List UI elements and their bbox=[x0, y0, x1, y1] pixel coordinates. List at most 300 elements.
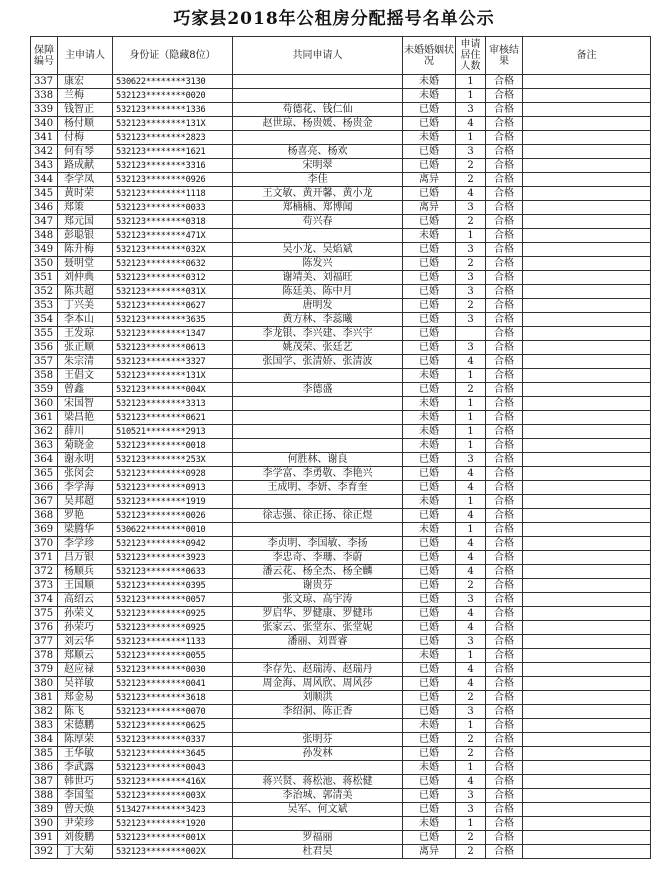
cell-no: 353 bbox=[31, 299, 58, 313]
cell-result: 合格 bbox=[486, 845, 523, 859]
cell-co-applicants: 蒋兴贤、蒋松池、蒋松健 bbox=[233, 775, 403, 789]
cell-count: 2 bbox=[456, 831, 486, 845]
cell-marital: 已婚 bbox=[403, 145, 456, 159]
cell-result: 合格 bbox=[486, 243, 523, 257]
cell-co-applicants: 李佳 bbox=[233, 173, 403, 187]
cell-result: 合格 bbox=[486, 439, 523, 453]
cell-no: 361 bbox=[31, 411, 58, 425]
cell-result: 合格 bbox=[486, 565, 523, 579]
cell-remark bbox=[523, 663, 651, 677]
cell-applicant: 吴祥敏 bbox=[58, 677, 113, 691]
cell-id-card: 532123********3618 bbox=[113, 691, 233, 705]
cell-no: 391 bbox=[31, 831, 58, 845]
cell-count: 3 bbox=[456, 803, 486, 817]
cell-applicant: 谢永明 bbox=[58, 453, 113, 467]
cell-co-applicants: 孙发林 bbox=[233, 747, 403, 761]
cell-no: 356 bbox=[31, 341, 58, 355]
cell-id-card: 532123********0942 bbox=[113, 537, 233, 551]
cell-marital: 已婚 bbox=[403, 635, 456, 649]
cell-remark bbox=[523, 789, 651, 803]
cell-co-applicants: 杨喜亮、杨欢 bbox=[233, 145, 403, 159]
cell-co-applicants: 徐志强、徐正扬、徐正煜 bbox=[233, 509, 403, 523]
cell-id-card: 532123********0913 bbox=[113, 481, 233, 495]
cell-id-card: 532123********0057 bbox=[113, 593, 233, 607]
table-row bbox=[31, 243, 651, 257]
table-row bbox=[31, 803, 651, 817]
cell-applicant: 何有琴 bbox=[58, 145, 113, 159]
cell-marital: 未婚 bbox=[403, 131, 456, 145]
cell-co-applicants bbox=[233, 495, 403, 509]
cell-co-applicants: 苟兴春 bbox=[233, 215, 403, 229]
table-row bbox=[31, 831, 651, 845]
cell-applicant: 黄时荣 bbox=[58, 187, 113, 201]
cell-id-card: 532123********0627 bbox=[113, 299, 233, 313]
cell-co-applicants: 李贞明、李国敏、李扬 bbox=[233, 537, 403, 551]
table-row bbox=[31, 579, 651, 593]
cell-result: 合格 bbox=[486, 817, 523, 831]
cell-count: 3 bbox=[456, 593, 486, 607]
cell-remark bbox=[523, 75, 651, 89]
cell-marital: 已婚 bbox=[403, 243, 456, 257]
header-no: 保障编号 bbox=[31, 37, 58, 75]
cell-marital: 已婚 bbox=[403, 327, 456, 341]
cell-applicant: 曾天焕 bbox=[58, 803, 113, 817]
cell-co-applicants bbox=[233, 89, 403, 103]
cell-marital: 已婚 bbox=[403, 607, 456, 621]
cell-result: 合格 bbox=[486, 341, 523, 355]
cell-co-applicants: 宋明翠 bbox=[233, 159, 403, 173]
cell-id-card: 532123********1621 bbox=[113, 145, 233, 159]
cell-no: 346 bbox=[31, 201, 58, 215]
cell-count: 4 bbox=[456, 607, 486, 621]
document-title: 巧家县2018年公租房分配摇号名单公示 bbox=[173, 9, 495, 29]
cell-applicant: 李学凤 bbox=[58, 173, 113, 187]
cell-id-card: 532123********1919 bbox=[113, 495, 233, 509]
cell-id-card: 532123********0018 bbox=[113, 439, 233, 453]
cell-id-card: 532123********1336 bbox=[113, 103, 233, 117]
cell-applicant: 李本山 bbox=[58, 313, 113, 327]
cell-applicant: 朱宗清 bbox=[58, 355, 113, 369]
cell-applicant: 刘俊鹏 bbox=[58, 831, 113, 845]
cell-marital: 已婚 bbox=[403, 117, 456, 131]
cell-applicant: 宋德鹏 bbox=[58, 719, 113, 733]
cell-co-applicants: 罗启华、罗健康、罗健玮 bbox=[233, 607, 403, 621]
cell-remark bbox=[523, 411, 651, 425]
cell-id-card: 532123********131X bbox=[113, 369, 233, 383]
cell-no: 390 bbox=[31, 817, 58, 831]
cell-count: 3 bbox=[456, 271, 486, 285]
cell-applicant: 丁大菊 bbox=[58, 845, 113, 859]
cell-no: 343 bbox=[31, 159, 58, 173]
cell-marital: 未婚 bbox=[403, 397, 456, 411]
cell-marital: 已婚 bbox=[403, 789, 456, 803]
cell-applicant: 曾鑫 bbox=[58, 383, 113, 397]
cell-result: 合格 bbox=[486, 509, 523, 523]
cell-applicant: 张正顺 bbox=[58, 341, 113, 355]
cell-co-applicants: 吴军、何文斌 bbox=[233, 803, 403, 817]
cell-id-card: 532123********253X bbox=[113, 453, 233, 467]
table-row bbox=[31, 467, 651, 481]
table-row bbox=[31, 159, 651, 173]
table-row bbox=[31, 817, 651, 831]
cell-marital: 已婚 bbox=[403, 803, 456, 817]
cell-remark bbox=[523, 761, 651, 775]
cell-co-applicants bbox=[233, 817, 403, 831]
table-row bbox=[31, 215, 651, 229]
cell-remark bbox=[523, 243, 651, 257]
cell-no: 371 bbox=[31, 551, 58, 565]
cell-count: 2 bbox=[456, 383, 486, 397]
cell-result: 合格 bbox=[486, 215, 523, 229]
cell-result: 合格 bbox=[486, 257, 523, 271]
cell-remark bbox=[523, 201, 651, 215]
cell-marital: 已婚 bbox=[403, 621, 456, 635]
cell-no: 378 bbox=[31, 649, 58, 663]
cell-result: 合格 bbox=[486, 425, 523, 439]
cell-remark bbox=[523, 579, 651, 593]
cell-no: 370 bbox=[31, 537, 58, 551]
cell-no: 381 bbox=[31, 691, 58, 705]
cell-no: 354 bbox=[31, 313, 58, 327]
cell-count: 2 bbox=[456, 257, 486, 271]
cell-no: 349 bbox=[31, 243, 58, 257]
cell-remark bbox=[523, 383, 651, 397]
cell-count: 4 bbox=[456, 663, 486, 677]
cell-id-card: 532123********0312 bbox=[113, 271, 233, 285]
cell-remark bbox=[523, 453, 651, 467]
cell-remark bbox=[523, 845, 651, 859]
cell-applicant: 陈共超 bbox=[58, 285, 113, 299]
cell-no: 339 bbox=[31, 103, 58, 117]
table-row bbox=[31, 523, 651, 537]
cell-marital: 未婚 bbox=[403, 439, 456, 453]
cell-result: 合格 bbox=[486, 551, 523, 565]
cell-remark bbox=[523, 215, 651, 229]
table-row bbox=[31, 341, 651, 355]
cell-id-card: 532123********0020 bbox=[113, 89, 233, 103]
table-row bbox=[31, 75, 651, 89]
cell-applicant: 陈升梅 bbox=[58, 243, 113, 257]
cell-no: 340 bbox=[31, 117, 58, 131]
cell-id-card: 532123********0026 bbox=[113, 509, 233, 523]
cell-applicant: 薛川 bbox=[58, 425, 113, 439]
cell-result: 合格 bbox=[486, 481, 523, 495]
cell-marital: 已婚 bbox=[403, 775, 456, 789]
cell-marital: 离异 bbox=[403, 201, 456, 215]
cell-marital: 已婚 bbox=[403, 299, 456, 313]
table-row bbox=[31, 397, 651, 411]
cell-result: 合格 bbox=[486, 523, 523, 537]
cell-applicant: 路成献 bbox=[58, 159, 113, 173]
cell-applicant: 陈厚荣 bbox=[58, 733, 113, 747]
cell-remark bbox=[523, 341, 651, 355]
cell-co-applicants: 李存先、赵瑞涛、赵瑞丹 bbox=[233, 663, 403, 677]
cell-applicant: 张闵会 bbox=[58, 467, 113, 481]
cell-result: 合格 bbox=[486, 131, 523, 145]
cell-remark bbox=[523, 803, 651, 817]
cell-id-card: 532123********0613 bbox=[113, 341, 233, 355]
cell-id-card: 532123********002X bbox=[113, 845, 233, 859]
cell-applicant: 孙荣巧 bbox=[58, 621, 113, 635]
cell-applicant: 王国顺 bbox=[58, 579, 113, 593]
table-row bbox=[31, 369, 651, 383]
cell-co-applicants: 苟德花、钱仁仙 bbox=[233, 103, 403, 117]
header-row bbox=[31, 37, 651, 75]
cell-id-card: 532123********0926 bbox=[113, 173, 233, 187]
cell-result: 合格 bbox=[486, 495, 523, 509]
cell-no: 347 bbox=[31, 215, 58, 229]
cell-no: 351 bbox=[31, 271, 58, 285]
cell-result: 合格 bbox=[486, 607, 523, 621]
cell-co-applicants: 陈廷美、陈中月 bbox=[233, 285, 403, 299]
cell-no: 345 bbox=[31, 187, 58, 201]
cell-count: 1 bbox=[456, 439, 486, 453]
cell-id-card: 532123********0928 bbox=[113, 467, 233, 481]
table-row bbox=[31, 299, 651, 313]
cell-applicant: 付梅 bbox=[58, 131, 113, 145]
cell-count: 2 bbox=[456, 747, 486, 761]
cell-remark bbox=[523, 229, 651, 243]
cell-applicant: 李学珍 bbox=[58, 537, 113, 551]
cell-id-card: 532123********1347 bbox=[113, 327, 233, 341]
cell-result: 合格 bbox=[486, 285, 523, 299]
cell-co-applicants: 李忠奇、李珊、李蔚 bbox=[233, 551, 403, 565]
cell-count: 1 bbox=[456, 229, 486, 243]
cell-count: 3 bbox=[456, 103, 486, 117]
table-row bbox=[31, 705, 651, 719]
cell-applicant: 王倡文 bbox=[58, 369, 113, 383]
cell-result: 合格 bbox=[486, 327, 523, 341]
cell-co-applicants bbox=[233, 229, 403, 243]
cell-remark bbox=[523, 509, 651, 523]
cell-id-card: 532123********3313 bbox=[113, 397, 233, 411]
cell-no: 341 bbox=[31, 131, 58, 145]
table-row bbox=[31, 481, 651, 495]
cell-id-card: 532123********0043 bbox=[113, 761, 233, 775]
cell-result: 合格 bbox=[486, 103, 523, 117]
cell-remark bbox=[523, 285, 651, 299]
cell-applicant: 梁腾华 bbox=[58, 523, 113, 537]
cell-remark bbox=[523, 271, 651, 285]
cell-marital: 已婚 bbox=[403, 579, 456, 593]
cell-id-card: 532123********3645 bbox=[113, 747, 233, 761]
cell-co-applicants: 李治城、郭清美 bbox=[233, 789, 403, 803]
cell-applicant: 罗艳 bbox=[58, 509, 113, 523]
cell-no: 385 bbox=[31, 747, 58, 761]
cell-marital: 未婚 bbox=[403, 425, 456, 439]
table-row bbox=[31, 789, 651, 803]
cell-result: 合格 bbox=[486, 733, 523, 747]
cell-no: 372 bbox=[31, 565, 58, 579]
cell-no: 365 bbox=[31, 467, 58, 481]
cell-result: 合格 bbox=[486, 803, 523, 817]
cell-id-card: 532123********3316 bbox=[113, 159, 233, 173]
cell-id-card: 513427********3423 bbox=[113, 803, 233, 817]
cell-count: 3 bbox=[456, 285, 486, 299]
cell-count: 2 bbox=[456, 159, 486, 173]
cell-applicant: 孙荣义 bbox=[58, 607, 113, 621]
cell-no: 379 bbox=[31, 663, 58, 677]
cell-count: 3 bbox=[456, 453, 486, 467]
cell-count: 2 bbox=[456, 579, 486, 593]
cell-co-applicants bbox=[233, 719, 403, 733]
table-body bbox=[31, 75, 651, 859]
table-row bbox=[31, 313, 651, 327]
cell-result: 合格 bbox=[486, 159, 523, 173]
cell-marital: 已婚 bbox=[403, 313, 456, 327]
cell-co-applicants: 罗福丽 bbox=[233, 831, 403, 845]
cell-applicant: 刘仲典 bbox=[58, 271, 113, 285]
cell-count: 2 bbox=[456, 215, 486, 229]
cell-remark bbox=[523, 187, 651, 201]
cell-count: 1 bbox=[456, 369, 486, 383]
cell-count: 1 bbox=[456, 397, 486, 411]
cell-co-applicants: 陈发兴 bbox=[233, 257, 403, 271]
table-row bbox=[31, 89, 651, 103]
table-row bbox=[31, 593, 651, 607]
cell-marital: 已婚 bbox=[403, 565, 456, 579]
cell-marital: 已婚 bbox=[403, 341, 456, 355]
cell-applicant: 郑元国 bbox=[58, 215, 113, 229]
cell-remark bbox=[523, 481, 651, 495]
cell-no: 384 bbox=[31, 733, 58, 747]
cell-applicant: 李国玺 bbox=[58, 789, 113, 803]
table-row bbox=[31, 131, 651, 145]
cell-no: 337 bbox=[31, 75, 58, 89]
cell-co-applicants bbox=[233, 369, 403, 383]
cell-applicant: 赵应禄 bbox=[58, 663, 113, 677]
table-row bbox=[31, 621, 651, 635]
cell-id-card: 532123********3635 bbox=[113, 313, 233, 327]
cell-count: 4 bbox=[456, 355, 486, 369]
cell-remark bbox=[523, 103, 651, 117]
cell-marital: 未婚 bbox=[403, 817, 456, 831]
cell-count: 4 bbox=[456, 565, 486, 579]
cell-count: 1 bbox=[456, 411, 486, 425]
cell-result: 合格 bbox=[486, 369, 523, 383]
cell-remark bbox=[523, 691, 651, 705]
cell-applicant: 吴邦超 bbox=[58, 495, 113, 509]
cell-no: 338 bbox=[31, 89, 58, 103]
cell-count: 3 bbox=[456, 313, 486, 327]
cell-remark bbox=[523, 747, 651, 761]
cell-marital: 已婚 bbox=[403, 593, 456, 607]
cell-remark bbox=[523, 593, 651, 607]
cell-applicant: 王华敏 bbox=[58, 747, 113, 761]
table-row bbox=[31, 425, 651, 439]
cell-id-card: 532123********1920 bbox=[113, 817, 233, 831]
cell-remark bbox=[523, 831, 651, 845]
cell-id-card: 532123********0621 bbox=[113, 411, 233, 425]
cell-remark bbox=[523, 719, 651, 733]
cell-co-applicants: 张家云、张堂东、张堂妮 bbox=[233, 621, 403, 635]
table-row bbox=[31, 201, 651, 215]
cell-marital: 已婚 bbox=[403, 481, 456, 495]
cell-co-applicants bbox=[233, 649, 403, 663]
cell-no: 352 bbox=[31, 285, 58, 299]
cell-no: 355 bbox=[31, 327, 58, 341]
cell-marital: 已婚 bbox=[403, 677, 456, 691]
cell-remark bbox=[523, 523, 651, 537]
cell-applicant: 韩世巧 bbox=[58, 775, 113, 789]
cell-applicant: 高绍云 bbox=[58, 593, 113, 607]
cell-remark bbox=[523, 397, 651, 411]
cell-remark bbox=[523, 313, 651, 327]
cell-result: 合格 bbox=[486, 271, 523, 285]
cell-id-card: 530622********3130 bbox=[113, 75, 233, 89]
cell-result: 合格 bbox=[486, 173, 523, 187]
cell-remark bbox=[523, 467, 651, 481]
table-row bbox=[31, 439, 651, 453]
table-row bbox=[31, 509, 651, 523]
cell-id-card: 530622********0010 bbox=[113, 523, 233, 537]
cell-co-applicants: 张明芬 bbox=[233, 733, 403, 747]
cell-applicant: 梁昌艳 bbox=[58, 411, 113, 425]
cell-no: 367 bbox=[31, 495, 58, 509]
cell-co-applicants: 王文敏、黄开馨、黄小龙 bbox=[233, 187, 403, 201]
cell-co-applicants: 何胜林、谢良 bbox=[233, 453, 403, 467]
cell-id-card: 532123********0925 bbox=[113, 607, 233, 621]
cell-remark bbox=[523, 649, 651, 663]
cell-count: 2 bbox=[456, 173, 486, 187]
cell-no: 375 bbox=[31, 607, 58, 621]
cell-no: 389 bbox=[31, 803, 58, 817]
cell-remark bbox=[523, 159, 651, 173]
cell-no: 380 bbox=[31, 677, 58, 691]
cell-co-applicants: 潘丽、刘晋睿 bbox=[233, 635, 403, 649]
cell-marital: 已婚 bbox=[403, 747, 456, 761]
table-row bbox=[31, 691, 651, 705]
cell-count: 1 bbox=[456, 425, 486, 439]
cell-applicant: 王发琼 bbox=[58, 327, 113, 341]
cell-count: 4 bbox=[456, 537, 486, 551]
cell-marital: 未婚 bbox=[403, 411, 456, 425]
cell-marital: 已婚 bbox=[403, 705, 456, 719]
table-row bbox=[31, 635, 651, 649]
cell-result: 合格 bbox=[486, 411, 523, 425]
cell-result: 合格 bbox=[486, 649, 523, 663]
cell-marital: 已婚 bbox=[403, 453, 456, 467]
cell-marital: 已婚 bbox=[403, 159, 456, 173]
cell-marital: 已婚 bbox=[403, 271, 456, 285]
cell-result: 合格 bbox=[486, 117, 523, 131]
cell-co-applicants: 刘顺洪 bbox=[233, 691, 403, 705]
cell-result: 合格 bbox=[486, 75, 523, 89]
cell-no: 383 bbox=[31, 719, 58, 733]
cell-applicant: 郑顺云 bbox=[58, 649, 113, 663]
cell-co-applicants: 潘云花、杨全杰、杨全麟 bbox=[233, 565, 403, 579]
cell-result: 合格 bbox=[486, 831, 523, 845]
cell-applicant: 兰梅 bbox=[58, 89, 113, 103]
table-row bbox=[31, 285, 651, 299]
cell-applicant: 刘云华 bbox=[58, 635, 113, 649]
cell-marital: 已婚 bbox=[403, 103, 456, 117]
cell-co-applicants bbox=[233, 75, 403, 89]
table-row bbox=[31, 607, 651, 621]
cell-id-card: 532123********0033 bbox=[113, 201, 233, 215]
cell-id-card: 532123********131X bbox=[113, 117, 233, 131]
cell-count: 1 bbox=[456, 719, 486, 733]
table-row bbox=[31, 271, 651, 285]
cell-result: 合格 bbox=[486, 397, 523, 411]
table-row bbox=[31, 649, 651, 663]
table-row bbox=[31, 383, 651, 397]
cell-co-applicants bbox=[233, 761, 403, 775]
cell-count: 2 bbox=[456, 299, 486, 313]
cell-remark bbox=[523, 327, 651, 341]
cell-count: 2 bbox=[456, 733, 486, 747]
cell-co-applicants: 李德盛 bbox=[233, 383, 403, 397]
